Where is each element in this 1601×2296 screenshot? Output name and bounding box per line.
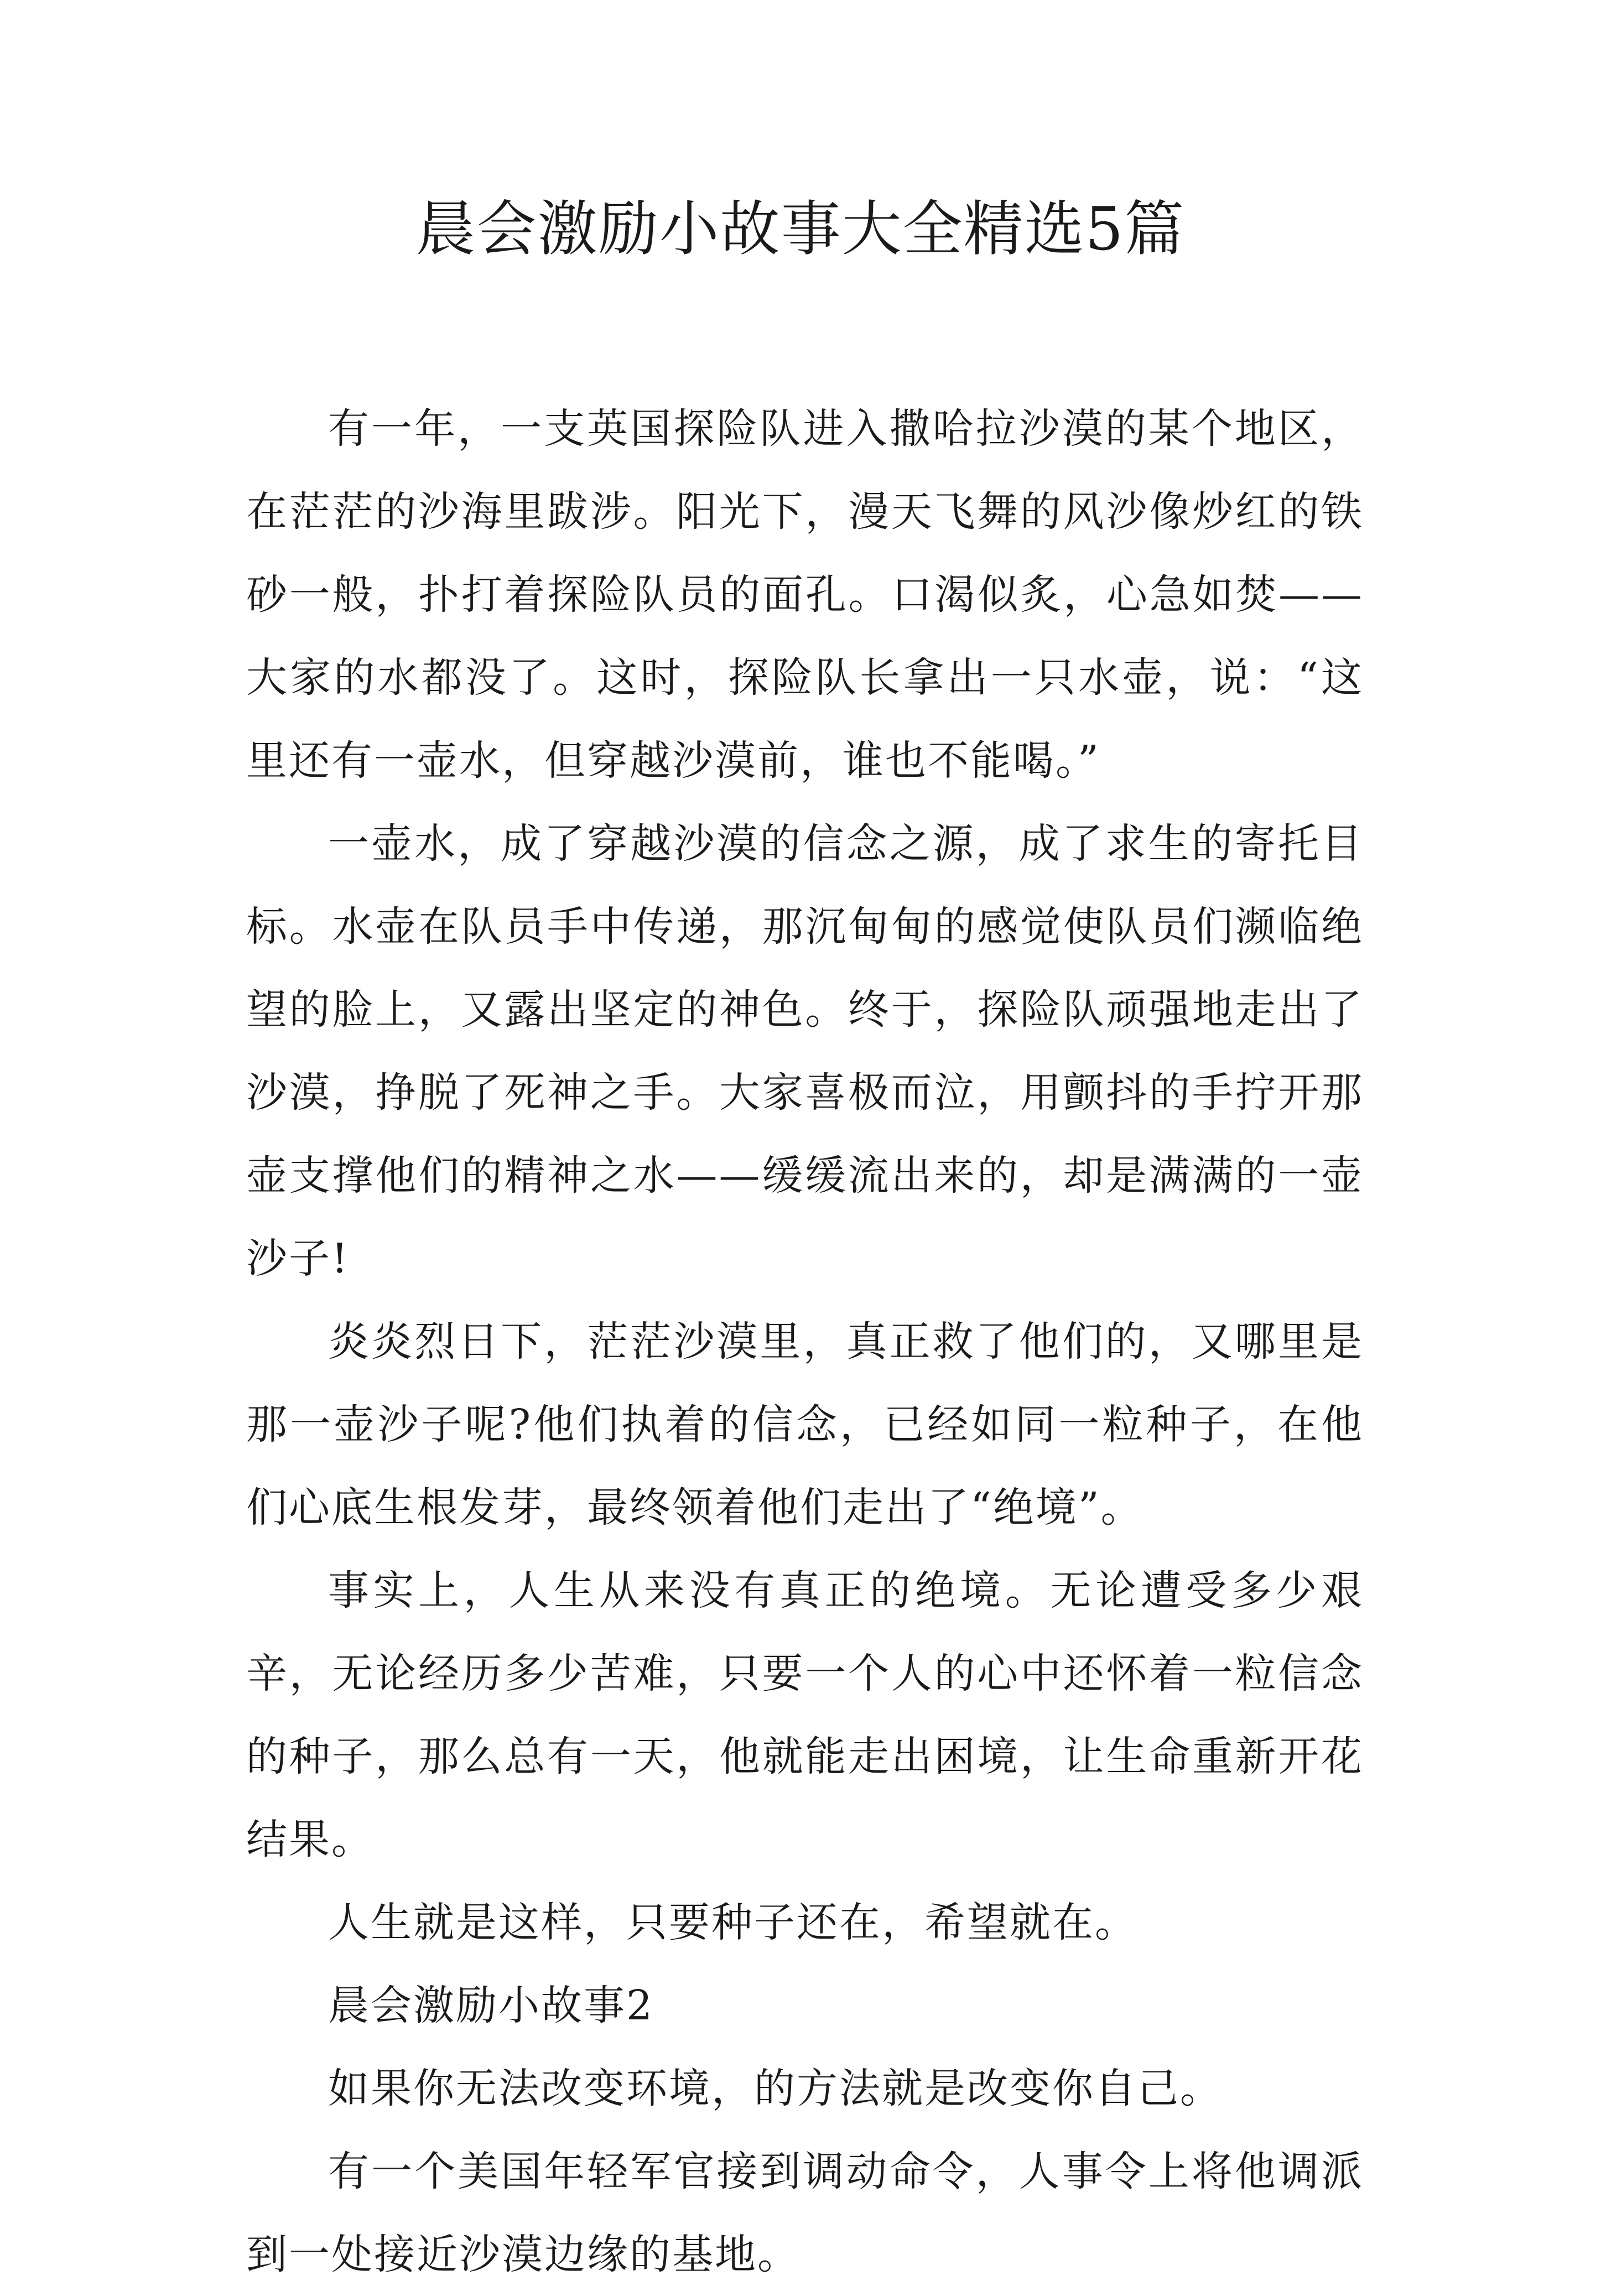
paragraph-2: 一壶水，成了穿越沙漠的信念之源，成了求生的寄托目标。水壶在队员手中传递，那沉甸甸的感觉使队员们濒临绝望的脸上，又露出坚定的神色。终于，探险队顽强地走出了沙漠，挣脱了死神之手。大家喜极而泣，用颤抖的手拧开那壶支撑他们的精神之水——缓缓流出来的，却是满满的一壶沙子! — [246, 820, 1364, 1282]
document-title: 晨会激励小故事大全精选5篇 — [415, 195, 1186, 264]
paragraph-7: 有一个美国年轻军官接到调动命令，人事令上将他调派到一处接近沙漠边缘的基地。 — [246, 2148, 1364, 2278]
paragraph-1: 有一年，一支英国探险队进入撒哈拉沙漠的某个地区，在茫茫的沙海里跋涉。阳光下，漫天飞舞的风沙像炒红的铁砂一般，扑打着探险队员的面孔。口渴似炙，心急如焚——大家的水都没了。这时，探险队长拿出一只水壶，说：“这里还有一壶水，但穿越沙漠前，谁也不能喝。” — [246, 405, 1364, 785]
paragraph-4: 事实上，人生从来没有真正的绝境。无论遭受多少艰辛，无论经历多少苦难，只要一个人的心中还怀着一粒信念的种子，那么总有一天，他就能走出困境，让生命重新开花结果。 — [246, 1567, 1364, 1863]
document-body — [246, 387, 1364, 2296]
paragraph-6: 如果你无法改变环境，的方法就是改变你自己。 — [328, 2065, 1223, 2112]
paragraph-5: 人生就是这样，只要种子还在，希望就在。 — [328, 1899, 1137, 1946]
paragraph-3: 炎炎烈日下，茫茫沙漠里，真正救了他们的，又哪里是那一壶沙子呢?他们执着的信念，已经如同一粒种子，在他们心底生根发芽，最终领着他们走出了“绝境”。 — [246, 1318, 1364, 1531]
section-heading-2: 晨会激励小故事2 — [328, 1982, 654, 2029]
